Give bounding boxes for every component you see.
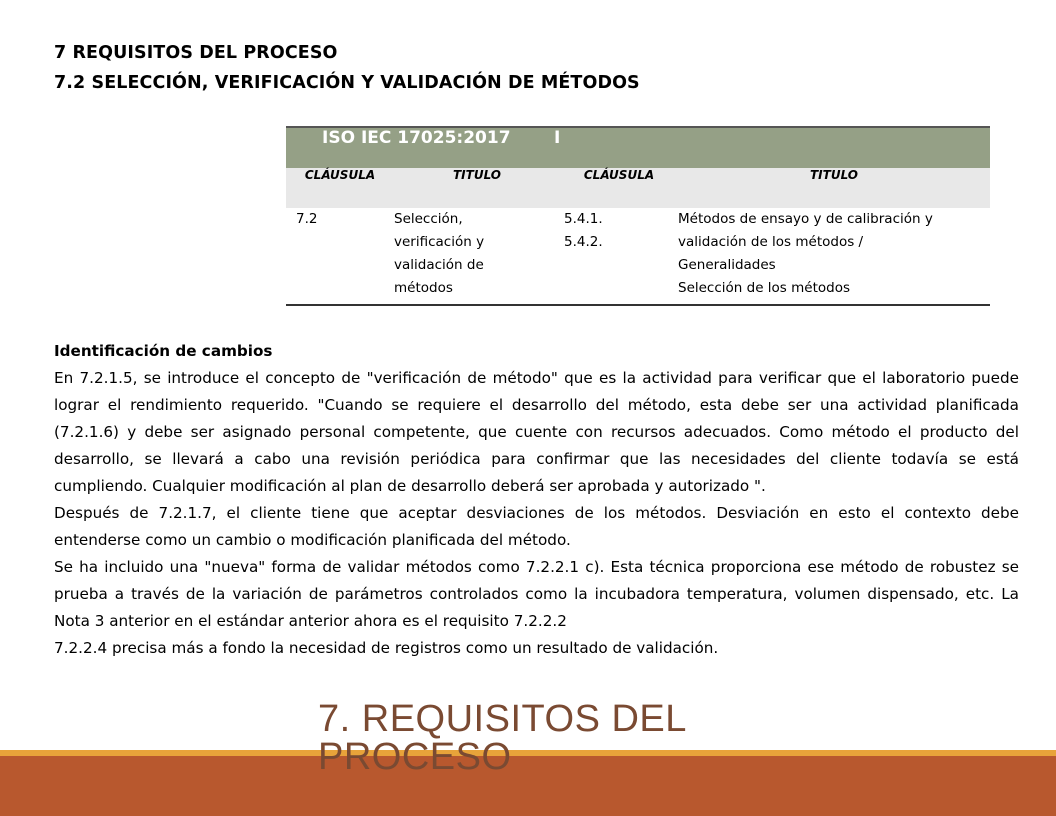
title-new-line: validación de [394, 257, 484, 273]
changes-paragraph: Se ha incluido una "nueva" forma de validar métodos como 7.2.2.1 c). Esta técnica proporciona ese método de robustez se prueba a través de la variación de parámetros controlados como la incubadora temperatura, volumen dispensado, etc. La Nota 3 anterior en el estándar anterior ahora es el requisito 7.2.2.2 [54, 558, 1019, 630]
changes-section [54, 338, 1019, 662]
iso-comparison-table [286, 126, 990, 306]
table-header-standard: ISO IEC 17025:2017 [286, 127, 560, 168]
title-old-line: validación de los métodos / [678, 234, 864, 250]
cell-clause-new-text: 7.2 [296, 211, 318, 227]
table-header-row [286, 127, 990, 168]
column-header-clause-old: CLÁUSULA [560, 168, 678, 208]
cell-clause-new [286, 208, 394, 305]
slide-title: 7. REQUISITOS DEL PROCESO [318, 698, 686, 778]
clause-old-line: 5.4.1. [564, 211, 603, 227]
column-header-title-old: TITULO [678, 168, 990, 208]
table-subheader-row [286, 168, 990, 208]
table-header-right [554, 127, 990, 168]
title-new-line: Selección, [394, 211, 463, 227]
changes-paragraph: Después de 7.2.1.7, el cliente tiene que aceptar desviaciones de los métodos. Desviación en esto el contexto debe entenderse como un cambio o modificación planificada del método. [54, 504, 1019, 549]
column-header-title-new: TITULO [394, 168, 560, 208]
title-old-line: Métodos de ensayo y de calibración y [678, 211, 933, 227]
column-header-clause-new: CLÁUSULA [286, 168, 394, 208]
changes-paragraph: En 7.2.1.5, se introduce el concepto de "verificación de método" que es la actividad para verificar que el laboratorio puede lograr el rendimiento requerido. "Cuando se requiere el desarrollo del método, esta debe ser una actividad planificada (7.2.1.6) y debe ser asignado personal competente, que cuente con recursos adecuados. Como método el producto del desarrollo, se llevará a cabo una revisión periódica para confirmar que las necesidades del cliente todavía se está cumpliendo. Cualquier modificación al plan de desarrollo deberá ser aprobada y autorizado ". [54, 369, 1019, 495]
section-heading: 7 REQUISITOS DEL PROCESO [54, 43, 338, 63]
cell-title-new [394, 208, 560, 305]
title-old-line: Selección de los métodos [678, 280, 851, 296]
title-old-line: Generalidades [678, 257, 776, 273]
subsection-heading: 7.2 SELECCIÓN, VERIFICACIÓN Y VALIDACIÓN DE MÉTODOS [54, 73, 640, 93]
changes-paragraph: 7.2.2.4 precisa más a fondo la necesidad de registros como un resultado de validación. [54, 639, 719, 657]
title-new-line: verificación y [394, 234, 485, 250]
changes-label: Identificación de cambios [54, 342, 273, 360]
table-header-right-text: I [554, 128, 561, 148]
cell-clause-old [560, 208, 678, 305]
clause-old-line: 5.4.2. [564, 234, 603, 250]
title-new-line: métodos [394, 280, 453, 296]
cell-title-old [678, 208, 990, 305]
table-row [286, 208, 990, 305]
